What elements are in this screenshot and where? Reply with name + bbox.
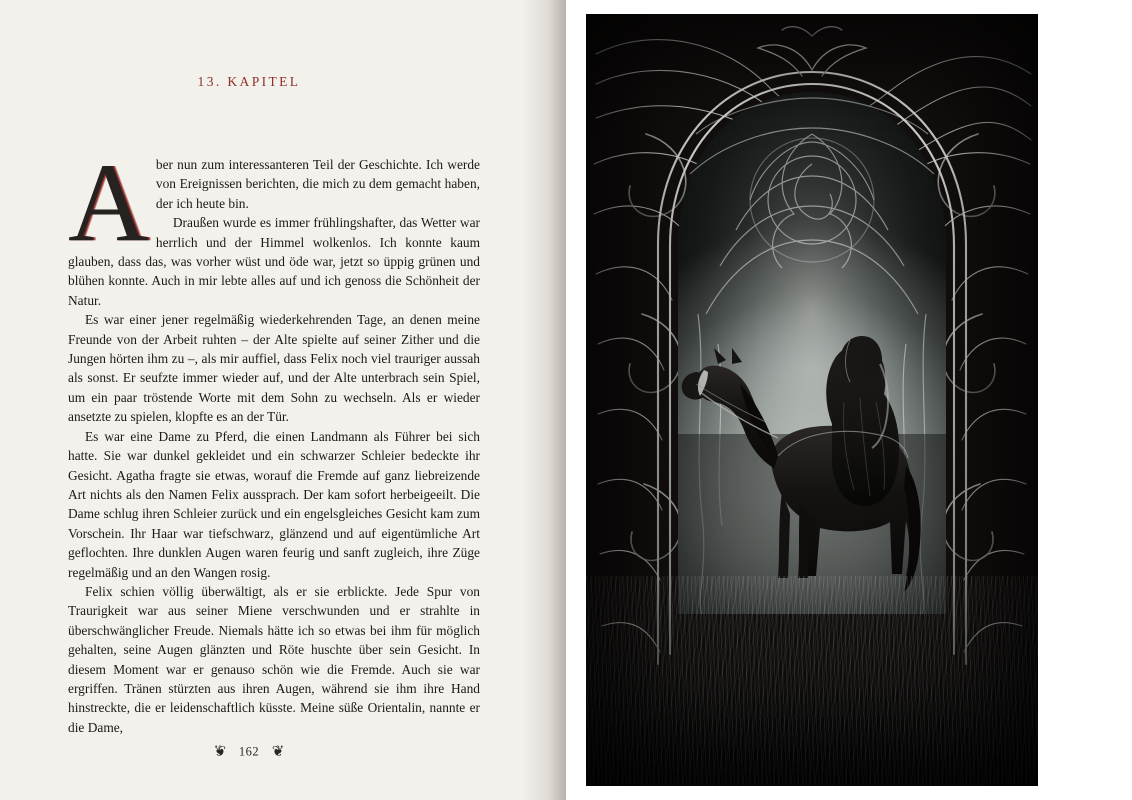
ornament-flourish-icon: ❦ [213,744,227,760]
body-text-column [68,141,480,737]
meadow-grass [586,576,1038,786]
ornament-flourish-icon: ❦ [271,744,285,760]
paragraph: Es war eine Dame zu Pferd, die einen Landmann als Führer bei sich hatte. Sie war dunkel gekleidet und ein schwarzer Schleier bedeckte ihr Gesicht. Agatha fragte sie etwas, worauf die Fremde auf ganz liebreizende Art nichts als den Namen Felix aussprach. Der kam sofort herbeigeeilt. Die Dame schlug ihren Schleier zurück und ein engelsgleiches Gesicht kam zum Vorschein. Ihr Haar war tiefschwarz, glänzend und auf eigentümliche Art geflochten. Ihre dunklen Augen waren feurig und sanft zugleich, ihre Züge regelmäßig und an den Wangen rosig. [68,428,480,580]
paragraph: Draußen wurde es immer frühlingshafter, das Wetter war herrlich und der Himmel wolkenlos. Ich konnte kaum glauben, dass das, was vorher wüst und öde war, jetzt so üppig grünen und blühen konnte. Auch in mir lebte alles auf und ich genoss die Schönheit der Natur. [68,215,480,308]
page-number: 162 [238,745,260,759]
drop-cap: A [68,141,149,265]
paragraph: Felix schien völlig überwältigt, als er sie erblickte. Jede Spur von Traurigkeit war aus seiner Miene verschwunden und er strahlte in überschwänglicher Freude. Niemals hätte ich so etwas bei ihm für möglich gehalten, seine Augen glänzten und Röte huschte über sein Gesicht. In diesem Moment war er genauso schön wie die Fremde. Auch sie war ergriffen. Tränen stürzten aus ihren Augen, während sie ihm ihre Hand hinstreckte, die er leidenschaftlich küsste. Meine süße Orientalin, nannte er die Dame, [68,583,480,735]
veiled-rider-on-horse-illustration [586,14,1038,786]
paragraph-text: ber nun zum interessanteren Teil der Geschichte. Ich werde von Ereignissen berichten, die mich zu dem gemacht haben, der ich heute bin. [155,157,480,211]
folio [0,744,498,760]
right-page [566,0,1132,800]
chapter-heading: 13. KAPITEL [197,74,301,89]
paragraph: Es war einer jener regelmäßig wiederkehrenden Tage, an denen meine Freunde von der Arbeit ruhten – der Alte spielte auf seiner Zither und die Jungen hörten ihm zu –, als mir auffiel, dass Felix noch viel trauriger aussah als sonst. Er seufzte immer wieder auf, und der Alte unterbrach sein Spiel, um ein paar tröstende Worte mit dem Sohn zu wechseln. Als er wieder ansetzte zu spielen, klopfte es an der Tür. [68,312,480,425]
